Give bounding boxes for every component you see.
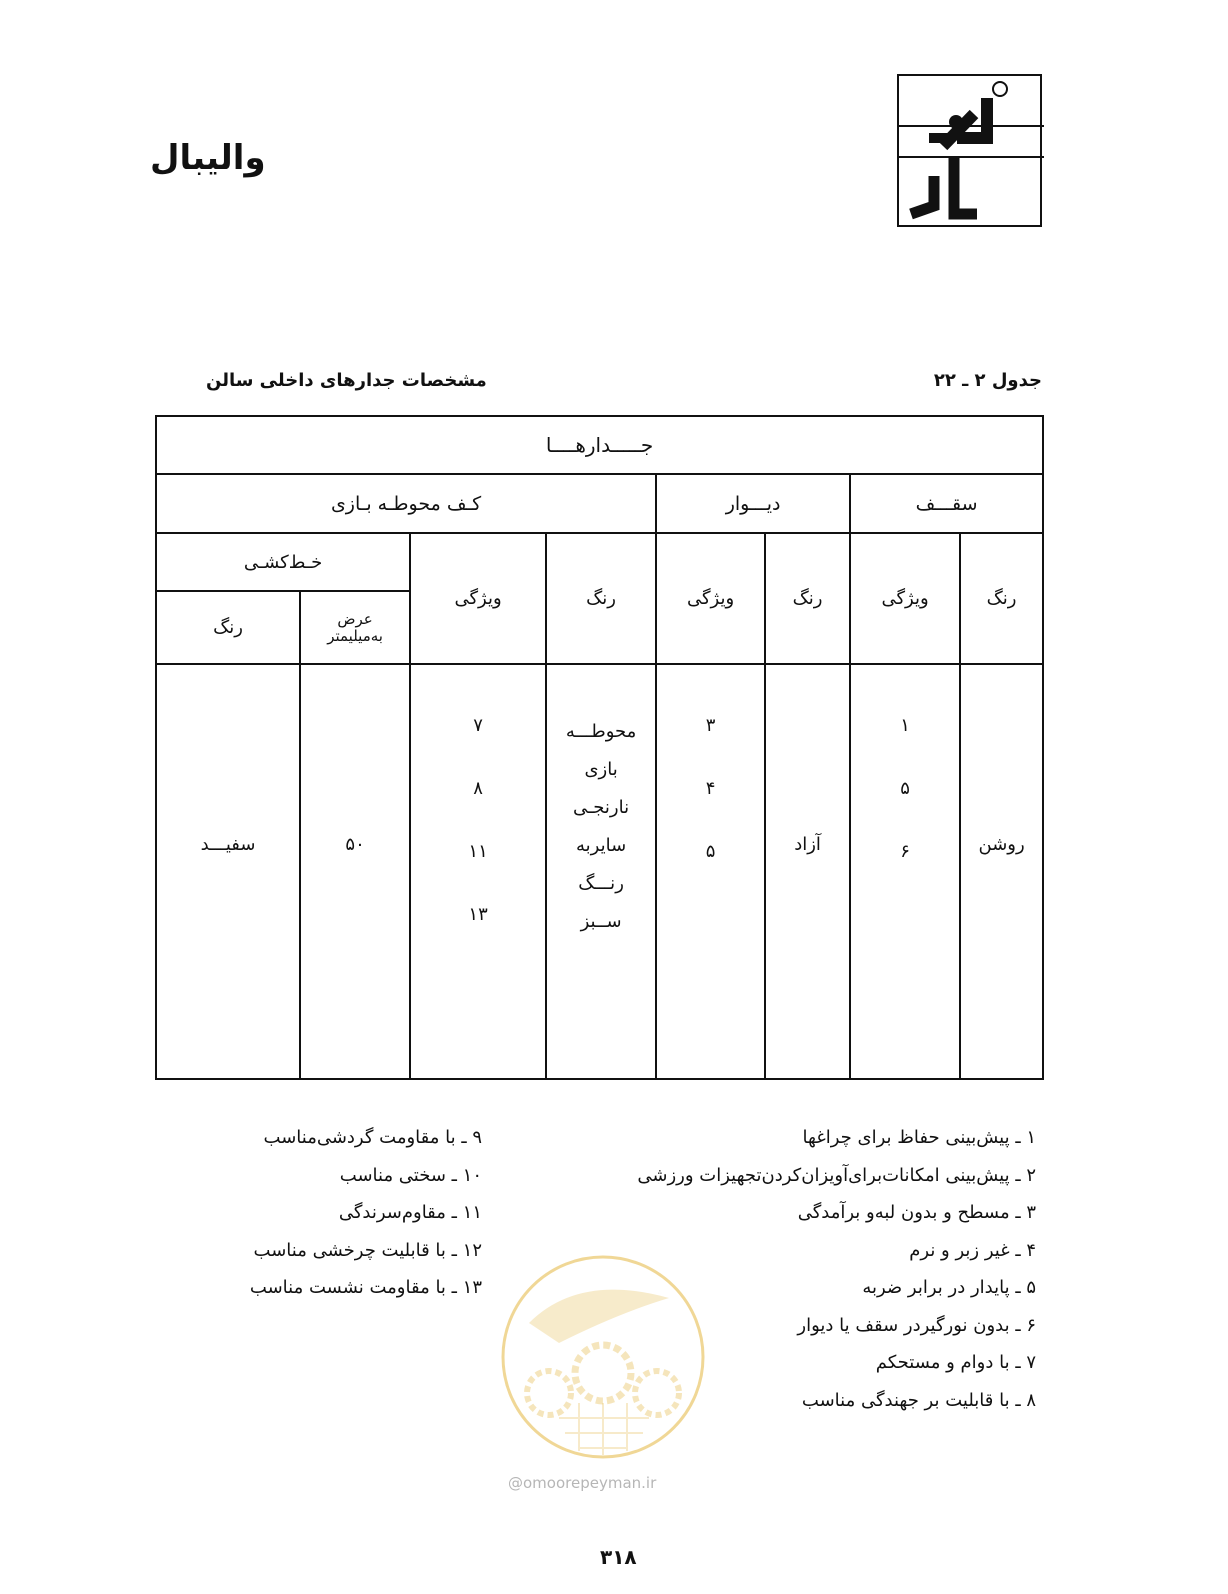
note-item: ۴ ـ غیر زبر و نرم (909, 1239, 1036, 1261)
floor-color-header: رنگ (546, 533, 656, 664)
floor-color-line: محوطـــه (565, 720, 637, 742)
floor-color-line: ســبز (580, 910, 622, 932)
floor-color-cell (546, 664, 656, 1079)
line-width-value: ۵۰ (345, 834, 365, 856)
floor-color-line: بازی (584, 758, 618, 780)
note-item: ۹ ـ با مقاومت گردشی‌مناسب (263, 1127, 482, 1148)
page-title: والیبال (150, 138, 266, 178)
ceiling-feature-cell (850, 664, 960, 1079)
line-color-value: سفیـــد (200, 834, 256, 856)
note-item: ۱۰ ـ سختی مناسب (339, 1164, 482, 1186)
note-item: ۱۱ ـ مقاوم‌سرندگی (338, 1202, 482, 1223)
wall-feature-item: ۳ (705, 714, 716, 736)
wall-feature-item: ۴ (705, 777, 716, 799)
wall-color-header: رنگ (765, 533, 850, 664)
floor-feature-item: ۸ (473, 777, 483, 799)
note-item: ۶ ـ بدون نورگیردر سقف یا دیوار (797, 1314, 1036, 1336)
ceiling-feature-item: ۶ (900, 840, 910, 862)
note-item: ۱۳ ـ با مقاومت نشست مناسب (249, 1277, 482, 1298)
walls-spec-table (155, 415, 1044, 1080)
note-item: ۱ ـ پیش‌بینی حفاظ برای چراغها (802, 1127, 1036, 1148)
note-item: ۸ ـ با قابلیت بر جهندگی مناسب (801, 1389, 1036, 1411)
floor-color-line: نارنجـی (573, 796, 630, 818)
volleyball-pictogram-icon (897, 74, 1042, 227)
floor-group-header: کـف محوطـه بـازی (156, 474, 656, 532)
floor-feature-header: ویژگی (410, 533, 546, 664)
watermark-url: @omoorepeyman.ir (508, 1474, 657, 1492)
wall-color-value: آزاد (794, 834, 821, 856)
line-width-header-1: عرض (337, 609, 373, 628)
floor-feature-cell (410, 664, 546, 1079)
note-item: ۲ ـ پیش‌بینی امکانات‌برای‌آویزان‌کردن‌تجهیزات ورزشی (637, 1164, 1036, 1186)
notes-list-left (250, 1124, 482, 1312)
note-item: ۵ ـ پایدار در برابر ضربه (862, 1277, 1036, 1298)
ceiling-feature-item: ۵ (900, 777, 910, 799)
line-width-cell (300, 664, 410, 1079)
floor-feature-item: ۱۱ (468, 840, 488, 862)
ceiling-color-cell (960, 664, 1043, 1079)
ceiling-color-header: رنگ (960, 533, 1043, 664)
ceiling-color-value: روشن (978, 834, 1025, 856)
note-item: ۳ ـ مسطح و بدون لبه‌و برآمدگی (797, 1202, 1036, 1223)
wall-feature-item: ۵ (705, 840, 716, 862)
wall-feature-header: ویژگی (656, 533, 765, 664)
note-item: ۱۲ ـ با قابلیت چرخشی مناسب (253, 1239, 482, 1261)
line-marking-header: خـط‌کشـی (156, 533, 410, 591)
walls-header: جـــــدارهــــا (156, 416, 1043, 474)
floor-feature-item: ۷ (473, 714, 483, 736)
table-title: مشخصات جدارهای داخلی سالن (206, 370, 487, 391)
line-color-cell (156, 664, 300, 1079)
ceiling-feature-header: ویژگی (850, 533, 960, 664)
page-number: ۳۱۸ (600, 1545, 637, 1569)
table-number: جدول ۲ ـ ۲۲ (933, 370, 1042, 391)
wall-feature-cell (656, 664, 765, 1079)
floor-feature-item: ۱۳ (468, 903, 488, 925)
line-color-header: رنگ (156, 591, 300, 664)
ceiling-group-header: سقـــف (850, 474, 1043, 532)
ceiling-feature-item: ۱ (900, 714, 910, 736)
floor-color-line: رنـــگ (578, 872, 624, 894)
watermark-seal-icon (499, 1253, 707, 1461)
floor-color-line: سایربه (575, 834, 627, 856)
line-width-header (300, 591, 410, 664)
wall-group-header: دیـــوار (656, 474, 850, 532)
wall-color-cell (765, 664, 850, 1079)
note-item: ۷ ـ با دوام و مستحکم (875, 1352, 1036, 1373)
line-width-header-2: به‌میلیمتر (327, 626, 383, 645)
